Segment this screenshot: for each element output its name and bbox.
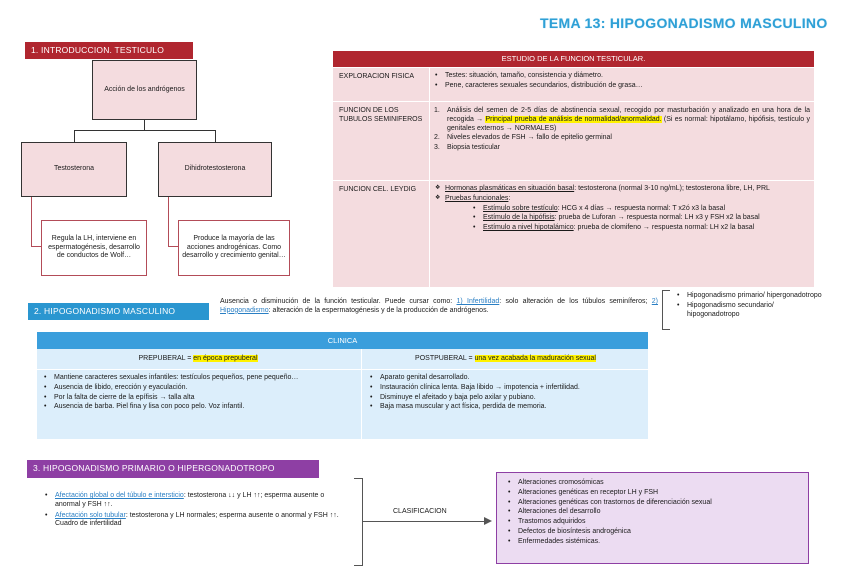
prepuberal-header bbox=[37, 352, 359, 366]
list-item bbox=[472, 224, 810, 233]
divider bbox=[37, 369, 648, 370]
clinic-header: CLINICA bbox=[37, 332, 648, 349]
semen-analysis-text: Análisis del semen de 2-5 días de abstinencia sexual, recogido por masturbación y analizado en una hora de la recogida → bbox=[447, 107, 810, 123]
section1-header: 1. INTRODUCCION. TESTICULO bbox=[25, 42, 193, 59]
study-row-label: FUNCION DE LOS TUBULOS SEMINIFEROS bbox=[339, 107, 423, 123]
test-name: Estímulo de la hipófisis bbox=[483, 214, 555, 222]
prepuberal-list bbox=[43, 374, 355, 413]
list-item: • Hipogonadismo secundario/ hipogonadotropo bbox=[676, 302, 826, 320]
study-row-label: EXPLORACION FISICA bbox=[339, 73, 415, 80]
list-item: • Mantiene caracteres sexuales infantiles: testículos pequeños, pene pequeño… bbox=[43, 374, 355, 383]
list-item bbox=[44, 512, 349, 530]
dihydrotestosterone-node bbox=[158, 142, 272, 197]
classification-box bbox=[496, 472, 809, 564]
test-text: : prueba de clomifeno → respuesta normal: LH x2 la basal bbox=[573, 224, 755, 231]
list-item: • Enfermedades sistémicas. bbox=[507, 538, 798, 547]
tree-connector bbox=[168, 246, 178, 247]
hypogonadism-link: 2) Hipogonadismo bbox=[220, 298, 658, 314]
study-row-label: FUNCION CEL. LEYDIG bbox=[339, 186, 417, 193]
page-title: TEMA 13: HIPOGONADISMO MASCULINO bbox=[540, 15, 828, 31]
list-item: • Instauración clínica lenta. Baja libido → impotencia + infertilidad. bbox=[369, 384, 641, 393]
classification-label: CLASIFICACION bbox=[393, 508, 447, 515]
list-item: • Alteraciones cromosómicas bbox=[507, 479, 798, 488]
section2-header: 2. HIPOGONADISMO MASCULINO bbox=[28, 303, 209, 320]
tree-connector bbox=[168, 197, 169, 247]
column-divider bbox=[429, 102, 430, 180]
list-item: • Disminuye el afeitado y baja pelo axilar y pubiano. bbox=[369, 394, 641, 403]
semen-analysis-note: (Si es normal: hipotálamo, hipófisis, testículo y genitales externos → NORMALES) bbox=[447, 115, 811, 132]
hormones-text: : testosterona (normal 3-10 ng/mL); testosterona libre, LH, PRL bbox=[574, 185, 770, 192]
tree-connector bbox=[31, 246, 41, 247]
postpuberal-list bbox=[369, 374, 641, 413]
list-item: • Pene, caracteres sexuales secundarios, distribución de grasa… bbox=[434, 82, 810, 91]
infertility-link: 1) Infertilidad bbox=[456, 298, 500, 305]
study-table-header: ESTUDIO DE LA FUNCION TESTICULAR. bbox=[333, 51, 814, 67]
list-item: • Alteraciones del desarrollo bbox=[507, 508, 798, 517]
postpuberal-label: POSTPUBERAL = bbox=[415, 355, 475, 362]
tubular-affectation-title: Afectación solo tubular bbox=[55, 511, 126, 519]
testosterone-node bbox=[21, 142, 127, 197]
tree-connector bbox=[215, 130, 216, 142]
list-item: • Testes: situación, tamaño, consistencia y diámetro. bbox=[434, 72, 810, 81]
functional-tests-title: Pruebas funcionales bbox=[445, 194, 509, 202]
bracket bbox=[354, 478, 363, 566]
study-row-body bbox=[434, 107, 810, 153]
study-row-body bbox=[434, 72, 810, 92]
testosterone-label: Testosterona bbox=[53, 165, 95, 173]
test-name: Estímulo a nivel hipotalámico bbox=[483, 224, 574, 231]
definition-text: : solo alteración de los túbulos seminíferos; bbox=[499, 298, 648, 305]
prepuberal-label: PREPUBERAL = bbox=[138, 355, 194, 362]
tree-connector bbox=[74, 130, 216, 131]
list-item bbox=[472, 205, 810, 214]
tree-connector bbox=[31, 197, 32, 247]
list-item bbox=[472, 214, 810, 223]
list-item: • Baja masa muscular y act física, perdida de memoria. bbox=[369, 403, 641, 412]
dihydrotestosterone-note bbox=[178, 220, 290, 276]
list-item: ❖ Pruebas funcionales: bbox=[434, 195, 810, 204]
classification-arrow-line bbox=[363, 521, 488, 522]
androgen-action-node bbox=[92, 60, 197, 120]
hypogonadism-definition bbox=[220, 298, 658, 316]
tree-connector bbox=[144, 120, 145, 130]
postpuberal-header bbox=[363, 352, 648, 366]
list-item: • Ausencia de libido, erección y eyaculación. bbox=[43, 384, 355, 393]
arrow-right-icon bbox=[484, 517, 492, 525]
test-text: : HCG x 4 días → respuesta normal: T x2ó x3 la basal bbox=[557, 204, 726, 212]
testosterone-note-text: Regula la LH, interviene en espermatogénesis, desarrollo de conductos de Wolf… bbox=[48, 234, 140, 260]
dihydrotestosterone-note-text: Produce la mayoría de las acciones androgénicas. Como desarrollo y crecimiento genital… bbox=[182, 234, 286, 260]
list-item: • Ausencia de barba. Piel fina y lisa con poco pelo. Voz infantil. bbox=[43, 403, 355, 412]
tubular-affectation-text: : testosterona y LH normales; esperma ausente o anormal y FSH ↑↑. Cuadro de infertilidad bbox=[55, 511, 339, 528]
hormones-title: Hormonas plasmáticas en situación basal bbox=[445, 185, 575, 192]
list-item: • Alteraciones genéticas con trastornos de diferenciación sexual bbox=[507, 499, 798, 508]
list-item: • Alteraciones genéticas en receptor LH y FSH bbox=[507, 489, 798, 498]
fsh-text: Niveles elevados de FSH → fallo de epitelio germinal bbox=[447, 134, 612, 142]
hypogonadism-types bbox=[676, 292, 826, 320]
testosterone-note bbox=[41, 220, 147, 276]
biopsy-text: Biopsia testicular bbox=[447, 144, 500, 151]
list-item bbox=[44, 492, 349, 510]
list-item: 3. Biopsia testicular bbox=[434, 144, 500, 151]
list-item: 2. Niveles elevados de FSH → fallo de epitelio germinal bbox=[434, 134, 612, 142]
clinic-table bbox=[37, 332, 648, 439]
semen-analysis-highlight: Principal prueba de análisis de normalidad/anormalidad. bbox=[485, 115, 662, 123]
study-row-physical-exam bbox=[333, 67, 814, 101]
test-name: Estímulo sobre testículo bbox=[483, 204, 558, 212]
study-row-leydig bbox=[333, 180, 814, 287]
column-divider bbox=[429, 68, 430, 101]
study-row-body bbox=[434, 185, 810, 234]
list-item: • Aparato genital desarrollado. bbox=[369, 374, 641, 383]
list-item: • Por la falta de cierre de la epífisis → talla alta bbox=[43, 394, 355, 403]
global-affectation-text: : testosterona ↓↓ y LH ↑↑; esperma ausente o anormal y FSH ↑↑. bbox=[55, 492, 325, 508]
definition-text: : alteración de la espermatogénesis y de la producción de andrógenos. bbox=[268, 306, 489, 314]
testicular-function-study-table bbox=[333, 51, 814, 287]
tree-connector bbox=[74, 130, 75, 142]
dihydrotestosterone-label: Dihidrotestosterona bbox=[184, 165, 246, 173]
list-item: 1. Análisis del semen de 2-5 días de abstinencia sexual, recogido por masturbación y analizado en una hora de la recogida → Principal prueba de análisis de normalidad/anormalidad. (Si es normal: hipotálamo, hipófisis, testículo y genitales externos → NORMALES) bbox=[434, 107, 811, 132]
primary-hypogonadism-list bbox=[44, 492, 349, 530]
postpuberal-highlight: una vez acabada la maduración sexual bbox=[474, 355, 596, 362]
test-text: : prueba de Luforan → respuesta normal: LH x3 y FSH x2 la basal bbox=[554, 214, 760, 222]
section3-header: 3. HIPOGONADISMO PRIMARIO O HIPERGONADOTROPO bbox=[27, 460, 319, 478]
list-item bbox=[434, 185, 810, 194]
definition-text: Ausencia o disminución de la función testicular. Puede cursar como: bbox=[220, 298, 453, 305]
study-row-seminiferous bbox=[333, 101, 814, 180]
list-item: • Defectos de biosíntesis androgénica bbox=[507, 528, 798, 537]
androgen-action-label: Acción de los andrógenos bbox=[104, 85, 185, 93]
prepuberal-highlight: en época prepuberal bbox=[193, 355, 258, 362]
column-divider bbox=[429, 181, 430, 287]
bracket bbox=[662, 290, 670, 330]
list-item: • Hipogonadismo primario/ hipergonadotropo bbox=[676, 292, 826, 301]
list-item: • Trastornos adquiridos bbox=[507, 518, 798, 527]
global-affectation-title: Afectación global o del túbulo e intersticio bbox=[55, 492, 184, 499]
divider bbox=[361, 349, 362, 439]
